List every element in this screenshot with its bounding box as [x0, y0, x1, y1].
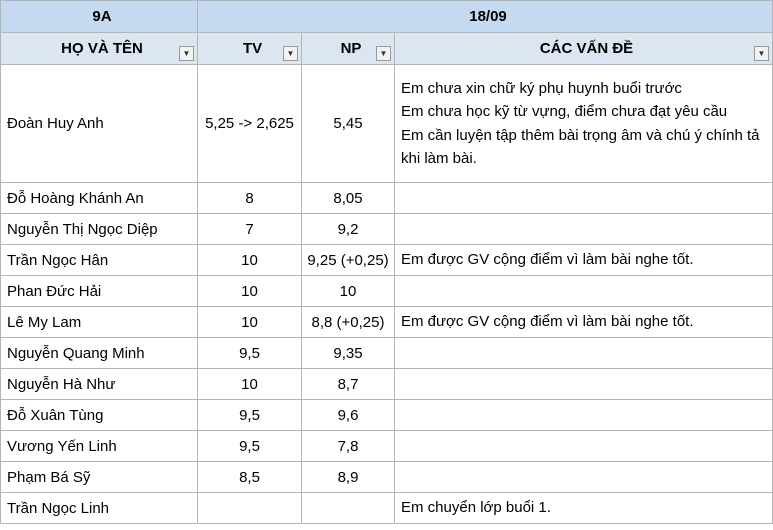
tv-score-cell[interactable]: 5,25 -> 2,625: [198, 65, 302, 183]
np-score-cell[interactable]: 8,7: [302, 369, 395, 400]
student-name-cell[interactable]: Phạm Bá Sỹ: [1, 462, 198, 493]
tv-score-cell[interactable]: 9,5: [198, 431, 302, 462]
issues-cell[interactable]: [395, 338, 773, 369]
issues-cell[interactable]: Em được GV cộng điểm vì làm bài nghe tốt.: [395, 307, 773, 338]
tv-score-cell[interactable]: [198, 493, 302, 524]
np-score-cell[interactable]: 9,35: [302, 338, 395, 369]
header-issues-label: CÁC VẤN ĐỀ: [539, 40, 634, 57]
issues-cell[interactable]: Em chưa xin chữ ký phụ huynh buổi trước Em chưa học kỹ từ vựng, điểm chưa đạt yêu cầu Em cần luyện tập thêm bài trọng âm và chú ý chính tả khi làm bài.: [395, 65, 773, 183]
student-name-cell[interactable]: Đoàn Huy Anh: [1, 65, 198, 183]
tv-score-cell[interactable]: 7: [198, 214, 302, 245]
np-score-cell[interactable]: 5,45: [302, 65, 395, 183]
student-name-cell[interactable]: Đỗ Hoàng Khánh An: [1, 183, 198, 214]
table-row: [1, 369, 773, 400]
table-row: [1, 400, 773, 431]
header-name[interactable]: [1, 33, 198, 65]
table-row: [1, 245, 773, 276]
dropdown-arrow-icon[interactable]: ▼: [283, 46, 298, 61]
np-score-cell[interactable]: [302, 493, 395, 524]
table-row: [1, 214, 773, 245]
np-score-cell[interactable]: 7,8: [302, 431, 395, 462]
dropdown-arrow-icon[interactable]: ▼: [376, 46, 391, 61]
student-name-cell[interactable]: Vương Yến Linh: [1, 431, 198, 462]
dropdown-arrow-icon[interactable]: ▼: [179, 46, 194, 61]
np-score-cell[interactable]: 9,6: [302, 400, 395, 431]
np-score-cell[interactable]: 8,8 (+0,25): [302, 307, 395, 338]
np-score-cell[interactable]: 8,9: [302, 462, 395, 493]
np-score-cell[interactable]: 9,25 (+0,25): [302, 245, 395, 276]
tv-score-cell[interactable]: 10: [198, 307, 302, 338]
header-issues[interactable]: [395, 33, 773, 65]
header-name-label: HỌ VÀ TÊN: [61, 40, 143, 57]
tv-score-cell[interactable]: 8,5: [198, 462, 302, 493]
np-score-cell[interactable]: 10: [302, 276, 395, 307]
issues-cell[interactable]: [395, 369, 773, 400]
student-name-cell[interactable]: Trần Ngọc Linh: [1, 493, 198, 524]
tv-score-cell[interactable]: 9,5: [198, 338, 302, 369]
band-row: [1, 1, 773, 33]
table-row: [1, 431, 773, 462]
np-score-cell[interactable]: 9,2: [302, 214, 395, 245]
table-row: [1, 338, 773, 369]
tv-score-cell[interactable]: 10: [198, 276, 302, 307]
table-row: [1, 493, 773, 524]
issues-cell[interactable]: [395, 462, 773, 493]
date-cell[interactable]: 18/09: [198, 1, 773, 33]
header-row: [1, 33, 773, 65]
table-row: [1, 307, 773, 338]
student-name-cell[interactable]: Trần Ngọc Hân: [1, 245, 198, 276]
tv-score-cell[interactable]: 10: [198, 369, 302, 400]
table-row: [1, 183, 773, 214]
table-row: [1, 276, 773, 307]
student-name-cell[interactable]: Lê My Lam: [1, 307, 198, 338]
issues-cell[interactable]: [395, 183, 773, 214]
header-np[interactable]: [302, 33, 395, 65]
issues-cell[interactable]: [395, 214, 773, 245]
student-name-cell[interactable]: Nguyễn Hà Như: [1, 369, 198, 400]
header-tv[interactable]: [198, 33, 302, 65]
issues-cell[interactable]: Em được GV cộng điểm vì làm bài nghe tốt.: [395, 245, 773, 276]
issues-cell[interactable]: Em chuyển lớp buổi 1.: [395, 493, 773, 524]
table-row: [1, 462, 773, 493]
tv-score-cell[interactable]: 8: [198, 183, 302, 214]
np-score-cell[interactable]: 8,05: [302, 183, 395, 214]
issues-cell[interactable]: [395, 400, 773, 431]
issues-cell[interactable]: [395, 431, 773, 462]
student-name-cell[interactable]: Nguyễn Quang Minh: [1, 338, 198, 369]
header-tv-label: TV: [242, 40, 263, 57]
issues-cell[interactable]: [395, 276, 773, 307]
tv-score-cell[interactable]: 10: [198, 245, 302, 276]
student-name-cell[interactable]: Nguyễn Thị Ngọc Diệp: [1, 214, 198, 245]
class-cell[interactable]: 9A: [1, 1, 198, 33]
student-name-cell[interactable]: Đỗ Xuân Tùng: [1, 400, 198, 431]
dropdown-arrow-icon[interactable]: ▼: [754, 46, 769, 61]
table-row: [1, 65, 773, 183]
student-name-cell[interactable]: Phan Đức Hải: [1, 276, 198, 307]
tv-score-cell[interactable]: 9,5: [198, 400, 302, 431]
header-np-label: NP: [340, 40, 362, 57]
